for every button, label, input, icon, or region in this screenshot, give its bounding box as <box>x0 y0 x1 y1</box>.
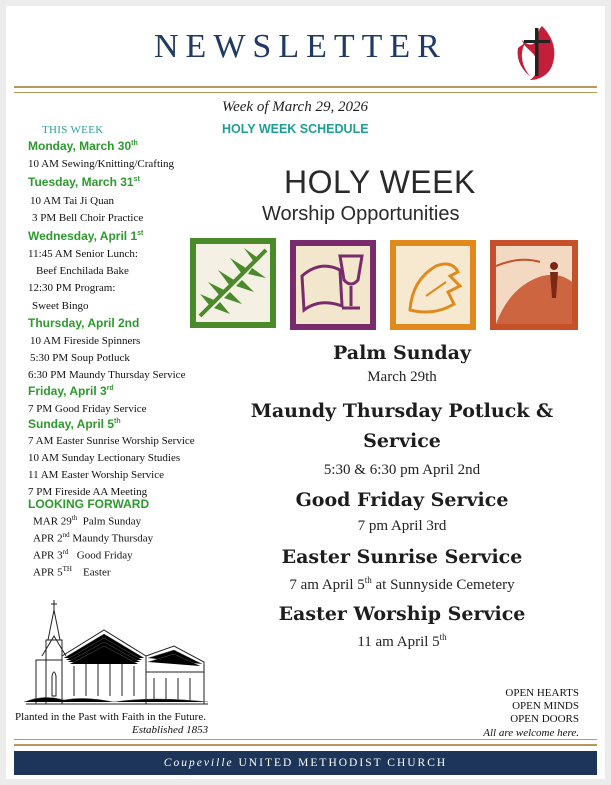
bottom-rule-thick <box>14 744 597 746</box>
event-item: 10 AM Sewing/Knitting/Crafting <box>28 158 175 170</box>
open-minds: OPEN MINDS <box>512 700 579 712</box>
event-item: 7 PM Fireside AA Meeting <box>28 486 148 498</box>
open-hearts: OPEN HEARTS <box>505 687 579 699</box>
day-heading: Sunday, April 5th <box>28 417 121 431</box>
service-time: 11 am April 5th <box>357 632 447 650</box>
event-item: 7 PM Good Friday Service <box>28 403 147 415</box>
day-heading: Monday, March 30th <box>28 139 138 153</box>
event-item: 6:30 PM Maundy Thursday Service <box>28 369 186 381</box>
service-name: Good Friday Service <box>295 489 509 511</box>
event-item: Beef Enchilada Bake <box>36 265 129 277</box>
day-heading: Thursday, April 2nd <box>28 316 140 330</box>
top-rule-thin <box>14 92 597 93</box>
service-name: Easter Worship Service <box>278 603 526 625</box>
palm-leaf-icon <box>190 238 276 328</box>
holy-week-subtitle: Worship Opportunities <box>262 203 460 225</box>
footer-town: Coupeville <box>163 757 234 769</box>
holy-week-title: HOLY WEEK <box>284 164 476 200</box>
service-time: March 29th <box>367 369 437 385</box>
event-item: Sweet Bingo <box>32 300 89 312</box>
event-item: 11 AM Easter Worship Service <box>28 469 164 481</box>
service-name-cont: Service <box>363 430 441 452</box>
event-item: 10 AM Tai Ji Quan <box>30 195 114 207</box>
holy-week-tiles <box>190 236 580 332</box>
holy-week-schedule-heading: HOLY WEEK SCHEDULE <box>222 122 369 136</box>
church-tagline: Planted in the Past with Faith in the Future. <box>15 711 206 723</box>
service-name: Palm Sunday <box>332 342 471 364</box>
open-doors: OPEN DOORS <box>510 713 579 725</box>
bread-cup-icon <box>290 240 376 330</box>
week-of: Week of March 29, 2026 <box>222 99 368 115</box>
service-time: 5:30 & 6:30 pm April 2nd <box>323 462 481 478</box>
church-building-icon <box>24 596 210 708</box>
service-time: 7 am April 5th at Sunnyside Cemetery <box>289 575 515 593</box>
cross-and-flame-icon <box>512 20 564 82</box>
forward-item: APR 2nd Maundy Thursday <box>33 531 154 545</box>
established: Established 1853 <box>132 724 209 736</box>
day-heading: Friday, April 3rd <box>28 384 114 398</box>
day-heading: Wednesday, April 1st <box>28 229 144 243</box>
bottom-rule <box>14 739 597 740</box>
forward-item: APR 3rd Good Friday <box>33 548 133 562</box>
forward-item: MAR 29th Palm Sunday <box>33 514 142 528</box>
event-item: 10 AM Fireside Spinners <box>30 335 141 347</box>
service-time: 7 pm April 3rd <box>357 518 447 534</box>
newsletter-page <box>6 6 605 779</box>
event-item: 12:30 PM Program: <box>28 282 116 294</box>
empty-tomb-icon <box>490 240 578 330</box>
footer-bar <box>14 751 597 775</box>
day-heading: Tuesday, March 31st <box>28 175 140 189</box>
praying-hands-icon <box>390 240 476 330</box>
footer-church: UNITED METHODIST CHURCH <box>238 757 448 769</box>
masthead <box>6 6 605 86</box>
event-item: 7 AM Easter Sunrise Worship Service <box>28 435 195 447</box>
forward-item: APR 5TH Easter <box>33 565 111 579</box>
service-name: Easter Sunrise Service <box>281 546 523 568</box>
service-name: Maundy Thursday Potluck & <box>250 400 554 422</box>
event-item: 10 AM Sunday Lectionary Studies <box>28 452 181 464</box>
event-item: 3 PM Bell Choir Practice <box>32 212 144 224</box>
welcome-text: All are welcome here. <box>483 727 579 739</box>
event-item: 11:45 AM Senior Lunch: <box>28 248 138 260</box>
event-item: 5:30 PM Soup Potluck <box>30 352 130 364</box>
looking-forward-heading: LOOKING FORWARD <box>28 497 150 511</box>
this-week-label: THIS WEEK <box>42 124 104 136</box>
masthead-title: NEWSLETTER <box>154 28 447 65</box>
top-rule <box>14 86 597 88</box>
